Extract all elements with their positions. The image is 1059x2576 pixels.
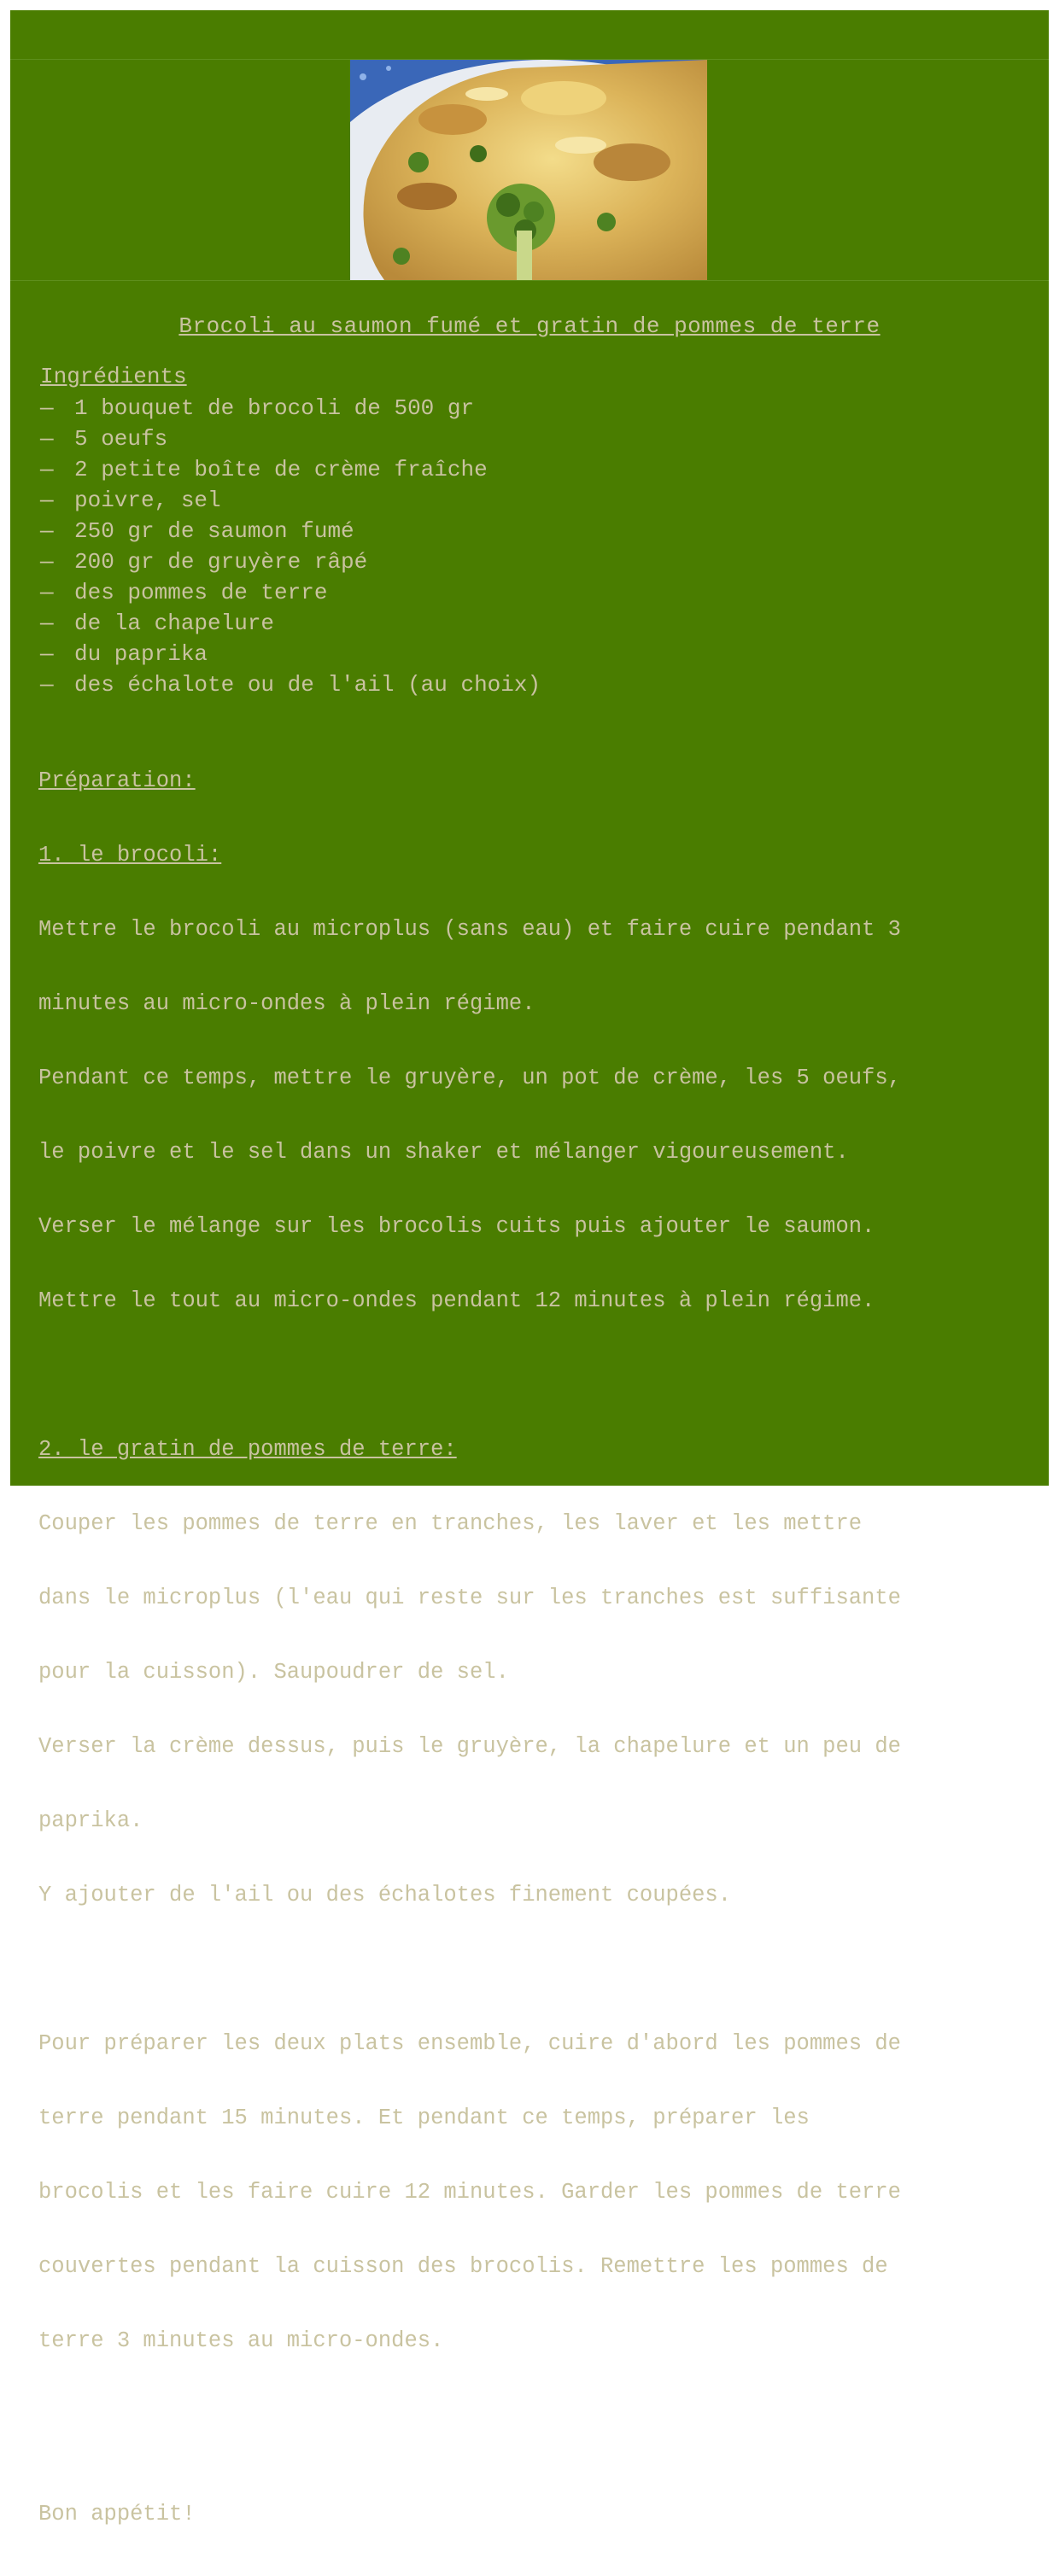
spacer: [38, 1957, 1029, 1982]
bullet-dash: —: [40, 672, 54, 698]
ingredient-item: [40, 639, 541, 669]
step1-line: Verser le mélange sur les brocolis cuits puis ajouter le saumon.: [38, 1214, 875, 1239]
bullet-dash: —: [40, 580, 54, 605]
tip-line: Pour préparer les deux plats ensemble, cuire d'abord les pommes de: [38, 2031, 901, 2056]
step1-line: minutes au micro-ondes à plein régime.: [38, 991, 535, 1016]
step1-line: Mettre le brocoli au microplus (sans eau) et faire cuire pendant 3: [38, 917, 901, 942]
step1-heading: 1. le brocoli:: [38, 843, 222, 867]
bullet-dash: —: [40, 549, 54, 575]
ingredients-list: [40, 393, 541, 700]
preparation-heading: Préparation:: [38, 768, 196, 793]
ingredient-item: [40, 577, 541, 608]
step2-line: Y ajouter de l'ail ou des échalotes finement coupées.: [38, 1883, 732, 1907]
bullet-dash: —: [40, 457, 54, 482]
step2-heading: 2. le gratin de pommes de terre:: [38, 1437, 457, 1462]
spacer: [38, 1363, 1029, 1387]
tip-line: terre pendant 15 minutes. Et pendant ce temps, préparer les: [38, 2106, 810, 2130]
gratin-photo: [350, 60, 707, 280]
recipe-title: Brocoli au saumon fumé et gratin de pommes de terre: [178, 313, 881, 339]
step1-line: Mettre le tout au micro-ondes pendant 12 minutes à plein régime.: [38, 1288, 875, 1313]
bullet-dash: —: [40, 488, 54, 513]
step2-line: Verser la crème dessus, puis le gruyère, la chapelure et un peu de: [38, 1734, 901, 1759]
preparation-section: [38, 719, 1029, 2576]
step2-line: pour la cuisson). Saupoudrer de sel.: [38, 1660, 509, 1685]
tip-line: brocolis et les faire cuire 12 minutes. Garder les pommes de terre: [38, 2180, 901, 2205]
tip-line: terre 3 minutes au micro-ondes.: [38, 2328, 444, 2353]
header-band: [10, 10, 1049, 60]
recipe-page: [10, 10, 1049, 2526]
tip-line: couvertes pendant la cuisson des brocolis. Remettre les pommes de: [38, 2254, 888, 2279]
ingredient-text: 5 oeufs: [74, 426, 168, 452]
bullet-dash: —: [40, 395, 54, 421]
ingredient-text: 200 gr de gruyère râpé: [74, 549, 368, 575]
ingredient-text: du paprika: [74, 641, 208, 667]
step2-line: dans le microplus (l'eau qui reste sur les tranches est suffisante: [38, 1586, 901, 1610]
ingredient-item: [40, 516, 541, 546]
step2-line: paprika.: [38, 1808, 143, 1833]
ingredient-text: poivre, sel: [74, 488, 221, 513]
ingredient-text: de la chapelure: [74, 610, 275, 636]
ingredient-text: 250 gr de saumon fumé: [74, 518, 354, 544]
step1-line: Pendant ce temps, mettre le gruyère, un pot de crème, les 5 oeufs,: [38, 1066, 901, 1090]
ingredient-item: [40, 485, 541, 516]
ingredient-item: [40, 608, 541, 639]
bullet-dash: —: [40, 641, 54, 667]
ingredient-item: [40, 393, 541, 423]
ingredient-text: 2 petite boîte de crème fraîche: [74, 457, 488, 482]
bullet-dash: —: [40, 518, 54, 544]
closing-text: Bon appétit!: [38, 2502, 196, 2526]
spacer: [38, 2403, 1029, 2452]
ingredient-text: 1 bouquet de brocoli de 500 gr: [74, 395, 475, 421]
bullet-dash: —: [40, 426, 54, 452]
ingredient-text: des pommes de terre: [74, 580, 328, 605]
ingredient-text: des échalote ou de l'ail (au choix): [74, 672, 541, 698]
ingredient-item: [40, 669, 541, 700]
ingredient-item: [40, 454, 541, 485]
ingredient-item: [40, 423, 541, 454]
ingredient-item: [40, 546, 541, 577]
gratin-photo-image: [350, 60, 707, 280]
photo-band: [10, 60, 1049, 281]
ingredients-heading: Ingrédients: [40, 364, 187, 389]
bullet-dash: —: [40, 610, 54, 636]
step1-line: le poivre et le sel dans un shaker et mélanger vigoureusement.: [38, 1140, 849, 1165]
step2-line: Couper les pommes de terre en tranches, les laver et les mettre: [38, 1511, 863, 1536]
